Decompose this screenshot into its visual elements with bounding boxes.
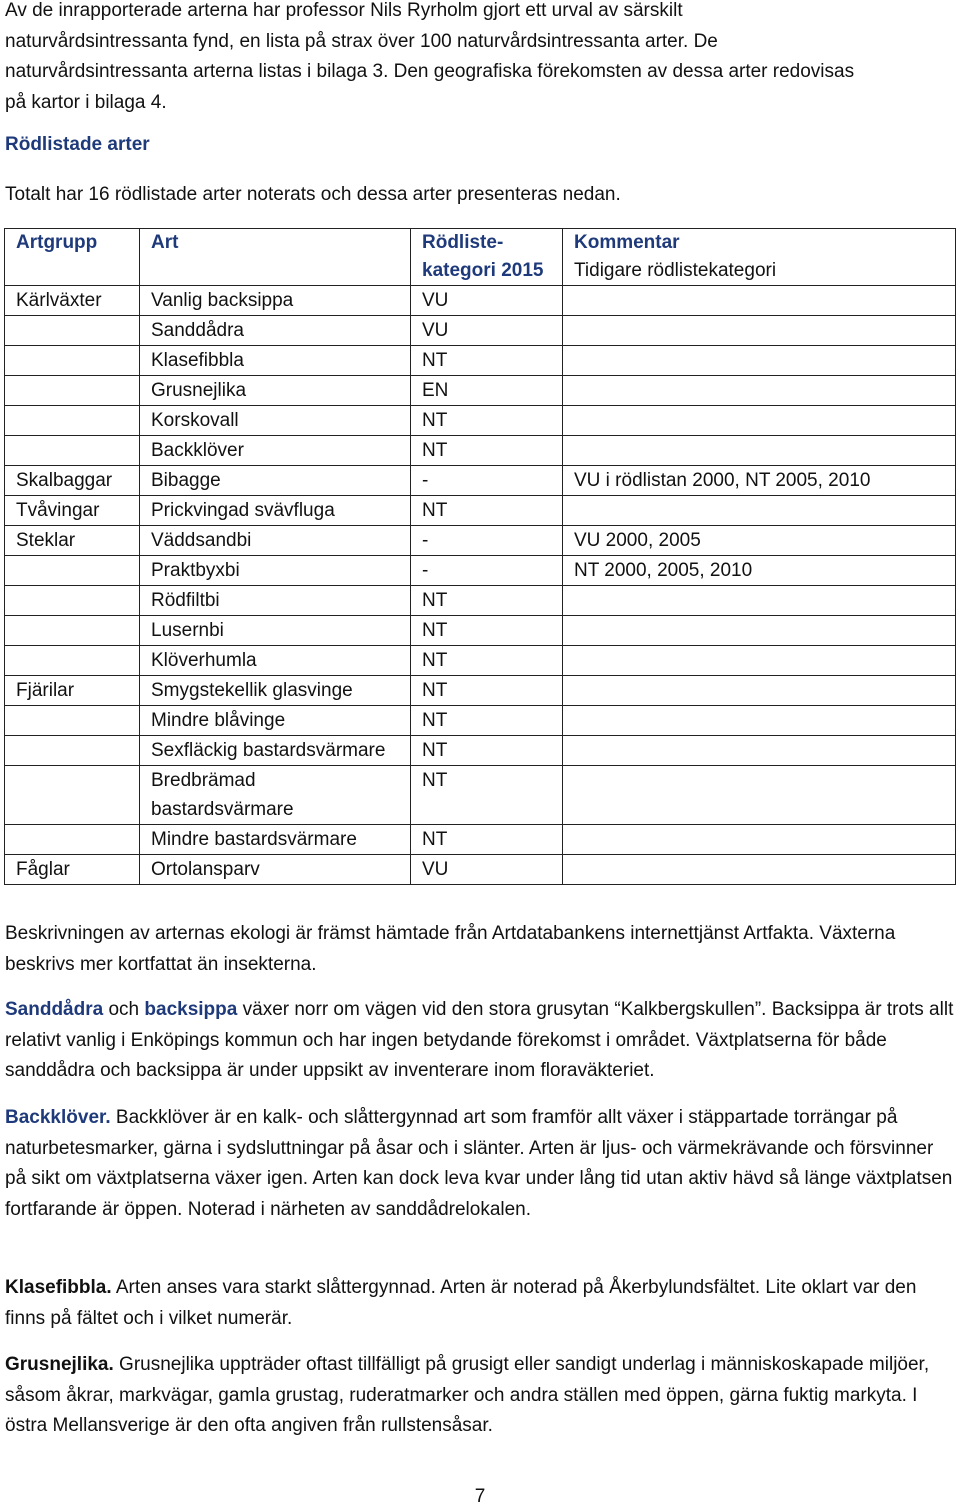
- cell-artgrupp: [5, 825, 140, 855]
- cell-kommentar: [563, 616, 956, 646]
- cell-kategori: NT: [411, 766, 563, 825]
- cell-artgrupp: [5, 376, 140, 406]
- cell-kategori: NT: [411, 616, 563, 646]
- cell-artgrupp: Skalbaggar: [5, 466, 140, 496]
- header-kommentar-title: Kommentar: [574, 232, 680, 253]
- cell-kategori: EN: [411, 376, 563, 406]
- cell-kategori: NT: [411, 676, 563, 706]
- cell-artgrupp: Fjärilar: [5, 676, 140, 706]
- connector-text: och: [103, 999, 145, 1020]
- term-backsippa: backsippa: [144, 999, 238, 1020]
- paragraph-grusnejlika: [5, 1350, 954, 1442]
- intro-line: naturvårdsintressanta arterna listas i bilaga 3. Den geografiska förekomsten av dessa arter redovisas: [5, 61, 855, 82]
- page-number: 7: [474, 1486, 486, 1507]
- header-kommentar-sub: Tidigare rödlistekategori: [574, 260, 777, 281]
- term-sanddadra: Sanddådra: [5, 999, 104, 1020]
- cell-kategori: NT: [411, 346, 563, 376]
- cell-art: Backklöver: [140, 436, 411, 466]
- cell-art: Bibagge: [140, 466, 411, 496]
- table-row: [5, 376, 956, 406]
- table-row: [5, 736, 956, 766]
- header-art: Art: [140, 229, 411, 286]
- cell-kommentar: [563, 766, 956, 825]
- cell-kategori: NT: [411, 406, 563, 436]
- paragraph-source: Beskrivningen av arternas ekologi är främst hämtade från Artdatabankens internettjänst Artfakta. Växterna beskrivs mer kortfattat än insekterna.: [5, 923, 896, 975]
- cell-artgrupp: [5, 556, 140, 586]
- paragraph-backklover: [5, 1103, 954, 1225]
- cell-artgrupp: [5, 766, 140, 825]
- cell-kommentar: [563, 855, 956, 885]
- cell-art: Mindre blåvinge: [140, 706, 411, 736]
- table-row: [5, 676, 956, 706]
- intro-paragraph: [5, 0, 954, 118]
- cell-art: Väddsandbi: [140, 526, 411, 556]
- cell-kommentar: [563, 825, 956, 855]
- cell-kommentar: [563, 376, 956, 406]
- cell-kategori: NT: [411, 706, 563, 736]
- cell-artgrupp: [5, 406, 140, 436]
- cell-kategori: NT: [411, 436, 563, 466]
- cell-artgrupp: Tvåvingar: [5, 496, 140, 526]
- cell-art: Korskovall: [140, 406, 411, 436]
- paragraph-text: Backklöver är en kalk- och slåttergynnad art som framför allt växer i stäppartade torrängar på naturbetesmarker, gärna i sydsluttningar på åsar och i slänter. Arten är ljus- och värmekrävande och försvinner på sikt om växtplatserna växer igen. Arten kan dock leva kvar under lång tid utan aktiv hävd så länge växtplatsen fortfarande är öppen. Noterad i närheten av sanddådrelokalen.: [5, 1107, 953, 1220]
- table-row: [5, 706, 956, 736]
- cell-art: Ortolansparv: [140, 855, 411, 885]
- cell-kommentar: VU 2000, 2005: [563, 526, 956, 556]
- cell-kategori: -: [411, 466, 563, 496]
- cell-kommentar: [563, 736, 956, 766]
- cell-kommentar: [563, 646, 956, 676]
- cell-art: Vanlig backsippa: [140, 286, 411, 316]
- cell-kommentar: VU i rödlistan 2000, NT 2005, 2010: [563, 466, 956, 496]
- cell-kategori: NT: [411, 496, 563, 526]
- table-body: [5, 286, 956, 885]
- cell-kommentar: [563, 436, 956, 466]
- redlist-table: [4, 228, 956, 885]
- cell-kategori: VU: [411, 855, 563, 885]
- cell-artgrupp: Kärlväxter: [5, 286, 140, 316]
- cell-art: Prickvingad svävfluga: [140, 496, 411, 526]
- table-row: [5, 646, 956, 676]
- cell-kategori: NT: [411, 586, 563, 616]
- cell-kategori: NT: [411, 825, 563, 855]
- paragraph-sanddadra: [5, 995, 954, 1087]
- cell-kommentar: [563, 706, 956, 736]
- cell-artgrupp: [5, 436, 140, 466]
- header-kommentar: [563, 229, 956, 286]
- cell-kategori: -: [411, 526, 563, 556]
- header-kategori-line1: Rödliste-: [422, 232, 504, 253]
- cell-art: Sanddådra: [140, 316, 411, 346]
- cell-kommentar: [563, 286, 956, 316]
- cell-art: Klöverhumla: [140, 646, 411, 676]
- cell-artgrupp: [5, 346, 140, 376]
- cell-kommentar: [563, 346, 956, 376]
- table-row: [5, 855, 956, 885]
- paragraph-klasefibbla: [5, 1273, 954, 1334]
- cell-art: Sexfläckig bastardsvärmare: [140, 736, 411, 766]
- cell-art: Lusernbi: [140, 616, 411, 646]
- cell-kommentar: [563, 316, 956, 346]
- table-row: [5, 406, 956, 436]
- term-backklover: Backklöver.: [5, 1107, 111, 1128]
- term-grusnejlika: Grusnejlika.: [5, 1354, 114, 1375]
- table-row: [5, 616, 956, 646]
- cell-kommentar: [563, 586, 956, 616]
- header-artgrupp: Artgrupp: [5, 229, 140, 286]
- cell-kommentar: NT 2000, 2005, 2010: [563, 556, 956, 586]
- cell-art: Smygstekellik glasvinge: [140, 676, 411, 706]
- table-row: [5, 286, 956, 316]
- cell-kommentar: [563, 406, 956, 436]
- table-row: [5, 526, 956, 556]
- term-klasefibbla: Klasefibbla.: [5, 1277, 112, 1298]
- intro-line: Av de inrapporterade arterna har professor Nils Ryrholm gjort ett urval av särskilt: [5, 0, 683, 21]
- table-row: [5, 466, 956, 496]
- cell-art: Grusnejlika: [140, 376, 411, 406]
- cell-artgrupp: [5, 646, 140, 676]
- header-kategori-line2: kategori 2015: [422, 260, 544, 281]
- section-intro: Totalt har 16 rödlistade arter noterats och dessa arter presenteras nedan.: [5, 184, 621, 205]
- table-row: [5, 436, 956, 466]
- table-row: [5, 316, 956, 346]
- paragraph-text: växer norr om vägen vid den stora grusytan “Kalkbergskullen”. Backsippa är trots allt relativt vanlig i Enköpings kommun och har ingen betydande förekomst i området. Växtplatserna för både sanddådra och backsippa är under uppsikt av inventerare inom floraväkteriet.: [5, 999, 954, 1081]
- table-row: [5, 766, 956, 825]
- cell-kommentar: [563, 496, 956, 526]
- cell-artgrupp: [5, 706, 140, 736]
- table-row: [5, 496, 956, 526]
- cell-art: Praktbyxbi: [140, 556, 411, 586]
- cell-artgrupp: [5, 736, 140, 766]
- cell-art: Rödfiltbi: [140, 586, 411, 616]
- section-heading: Rödlistade arter: [5, 134, 150, 155]
- intro-line: på kartor i bilaga 4.: [5, 91, 167, 113]
- cell-art: Bredbrämad bastardsvärmare: [140, 766, 411, 825]
- paragraph-text: Arten anses vara starkt slåttergynnad. Arten är noterad på Åkerbylundsfältet. Lite oklart var den finns på fältet och i vilket numerär.: [5, 1277, 917, 1329]
- cell-artgrupp: Steklar: [5, 526, 140, 556]
- cell-kategori: VU: [411, 316, 563, 346]
- cell-artgrupp: [5, 586, 140, 616]
- table-row: [5, 346, 956, 376]
- cell-kategori: NT: [411, 646, 563, 676]
- intro-line: naturvårdsintressanta fynd, en lista på strax över 100 naturvårdsintressanta arter. De: [5, 30, 718, 52]
- table-row: [5, 556, 956, 586]
- cell-art: Klasefibbla: [140, 346, 411, 376]
- cell-kategori: -: [411, 556, 563, 586]
- cell-art: Mindre bastardsvärmare: [140, 825, 411, 855]
- cell-kommentar: [563, 676, 956, 706]
- cell-artgrupp: [5, 616, 140, 646]
- table-row: [5, 825, 956, 855]
- table-row: [5, 586, 956, 616]
- header-kategori: [411, 229, 563, 286]
- paragraph-text: Grusnejlika uppträder oftast tillfälligt på grusigt eller sandigt underlag i människoskapade miljöer, såsom åkrar, markvägar, gamla grustag, ruderatmarker och andra ställen med öppen, gärna fuktig markyta. I östra Mellansverige är den ofta angiven från rullstensåsar.: [5, 1354, 930, 1436]
- table-header-row: [5, 229, 956, 286]
- cell-kategori: NT: [411, 736, 563, 766]
- cell-kategori: VU: [411, 286, 563, 316]
- cell-artgrupp: [5, 316, 140, 346]
- cell-artgrupp: Fåglar: [5, 855, 140, 885]
